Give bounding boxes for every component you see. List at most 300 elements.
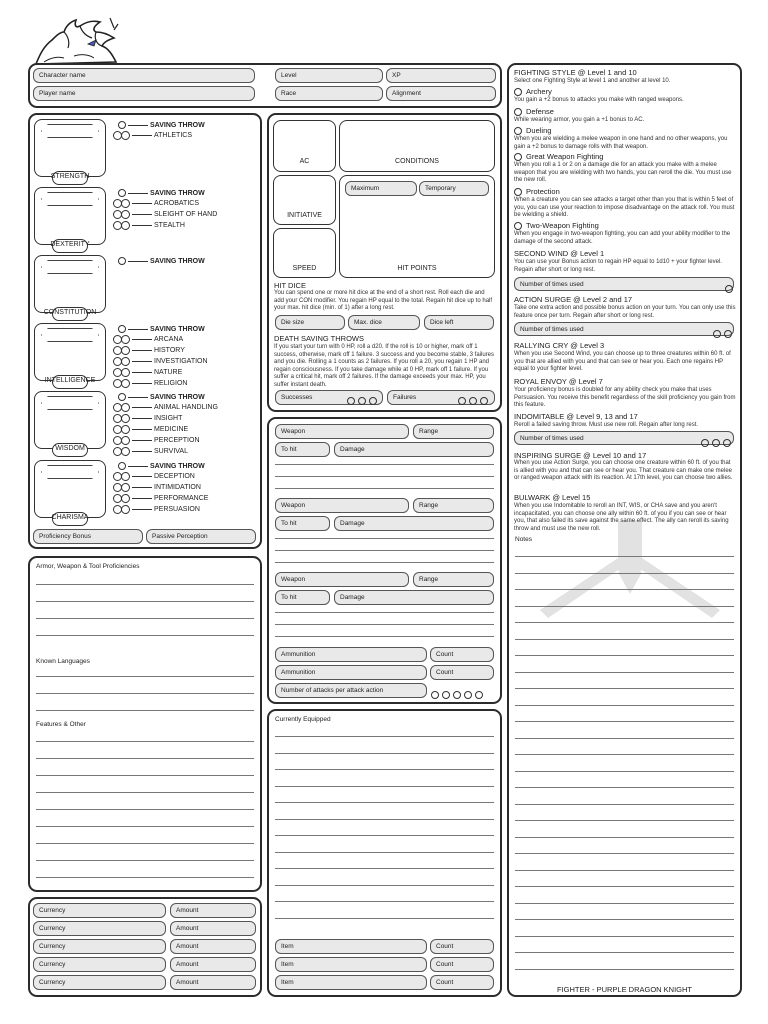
max-dice-label: Max. dice xyxy=(354,319,382,326)
writing-line[interactable] xyxy=(36,618,254,619)
alignment-field[interactable] xyxy=(386,86,496,101)
skill-label: ATHLETICS xyxy=(154,131,192,139)
saving-throw-row[interactable] xyxy=(118,462,205,470)
equipment-line[interactable] xyxy=(275,835,494,836)
amount-field[interactable] xyxy=(170,939,256,954)
race-field[interactable] xyxy=(275,86,383,101)
amount-field[interactable] xyxy=(170,975,256,990)
skill-row[interactable] xyxy=(113,346,185,354)
weapon-note-line[interactable] xyxy=(275,464,494,465)
expertise-circles[interactable] xyxy=(113,403,130,411)
level-field[interactable] xyxy=(275,68,383,83)
expertise-circles[interactable] xyxy=(113,447,130,455)
range-field[interactable] xyxy=(413,572,494,587)
expertise-circles[interactable] xyxy=(113,483,130,491)
hp-maximum-field[interactable] xyxy=(345,181,417,196)
notes-line[interactable] xyxy=(515,804,734,805)
proficiency-circle[interactable] xyxy=(118,257,126,265)
success-checkboxes[interactable] xyxy=(344,392,377,410)
modifier-line xyxy=(132,383,152,384)
failures-label: Failures xyxy=(393,394,417,401)
amount-field[interactable] xyxy=(170,921,256,936)
skill-label: INSIGHT xyxy=(154,414,183,422)
race-label: Race xyxy=(281,90,297,97)
xp-label: XP xyxy=(392,72,401,79)
fighting-style-description: When you roll a 1 or 2 on a damage die for an attack you make with a melee weapon that you are wielding with two hands, you can reroll the die. You must use the new roll. xyxy=(514,162,732,183)
times-used-field[interactable] xyxy=(514,322,734,336)
skill-label: SURVIVAL xyxy=(154,447,188,455)
skill-row[interactable] xyxy=(113,447,188,455)
writing-line[interactable] xyxy=(36,635,254,636)
modifier-line xyxy=(128,329,148,330)
fighting-style-name: Two-Weapon Fighting xyxy=(526,221,599,230)
character-name-field[interactable] xyxy=(33,68,255,83)
proficiency-circle[interactable] xyxy=(118,121,126,129)
weapon-field[interactable] xyxy=(275,424,409,439)
modifier-line xyxy=(132,350,152,351)
skill-row[interactable] xyxy=(113,472,195,480)
dice-left-label: Dice left xyxy=(430,319,454,326)
proficiency-bonus-field[interactable] xyxy=(33,529,143,544)
writing-line[interactable] xyxy=(36,741,254,742)
modifier-line xyxy=(132,418,152,419)
hp-maximum-label: Maximum xyxy=(351,185,380,192)
fighting-style-description: You gain a +2 bonus to attacks you make with ranged weapons. xyxy=(514,97,684,103)
rallying-cry-text: When you use Second Wind, you can choose up to three creatures within 60 ft. of you that are allied with you and that can see or hear you. Each one regains HP equal to your fighter level. xyxy=(514,351,731,372)
notes-line[interactable] xyxy=(515,622,734,623)
player-name-label: Player name xyxy=(39,90,76,97)
fighting-style-description: When you engage in two-weapon fighting, you can add your ability modifier to the damage of the second attack. xyxy=(514,231,731,245)
amount-label: Amount xyxy=(176,907,199,914)
fighting-style-radio[interactable] xyxy=(514,222,522,230)
writing-line[interactable] xyxy=(36,676,254,677)
usage-checkboxes[interactable] xyxy=(722,280,733,298)
languages-title: Known Languages xyxy=(36,658,90,665)
expertise-circles[interactable] xyxy=(113,436,130,444)
notes-line[interactable] xyxy=(515,705,734,706)
expertise-circles[interactable] xyxy=(113,494,130,502)
bulwark-title: BULWARK @ Level 15 xyxy=(514,493,591,502)
currency-label: Currency xyxy=(39,925,66,932)
saving-throw-row[interactable] xyxy=(118,325,205,333)
weapon-field[interactable] xyxy=(275,572,409,587)
proficiencies-title: Armor, Weapon & Tool Proficiencies xyxy=(36,563,140,570)
currency-field[interactable] xyxy=(33,957,166,972)
equipment-line[interactable] xyxy=(275,852,494,853)
currency-field[interactable] xyxy=(33,975,166,990)
fighting-style-description: When you are wielding a melee weapon in one hand and no other weapons, you gain a +2 bonus to damage rolls with that weapon. xyxy=(514,136,728,150)
weapon-note-line[interactable] xyxy=(275,476,494,477)
saving-throw-label: SAVING THROW xyxy=(150,189,205,197)
modifier-line xyxy=(132,225,152,226)
ac-label: AC xyxy=(299,158,310,165)
failure-checkboxes[interactable] xyxy=(455,392,488,410)
to-hit-field[interactable] xyxy=(275,590,330,605)
currency-field[interactable] xyxy=(33,921,166,936)
xp-field[interactable] xyxy=(386,68,496,83)
item-count-label: Count xyxy=(436,979,454,986)
ability-score-box[interactable] xyxy=(34,391,106,449)
saving-throw-label: SAVING THROW xyxy=(150,121,205,129)
attacks-label: Number of attacks per attack action xyxy=(281,687,384,694)
fighting-style-radio[interactable] xyxy=(514,108,522,116)
skill-row[interactable] xyxy=(113,436,200,444)
indomitable-text: Reroll a failed saving throw. Must use new roll. Regain after long rest. xyxy=(514,422,699,428)
death-saves-title: DEATH SAVING THROWS xyxy=(274,334,365,343)
speed-label: SPEED xyxy=(292,265,317,272)
notes-line[interactable] xyxy=(515,672,734,673)
currency-label: Currency xyxy=(39,943,66,950)
weapon-note-line[interactable] xyxy=(275,488,494,489)
expertise-circles[interactable] xyxy=(113,221,130,229)
notes-line[interactable] xyxy=(515,655,734,656)
currency-label: Currency xyxy=(39,979,66,986)
expertise-circles[interactable] xyxy=(113,368,130,376)
skill-row[interactable] xyxy=(113,379,187,387)
dice-left-field[interactable] xyxy=(424,315,494,330)
modifier-line xyxy=(132,440,152,441)
saving-throw-row[interactable] xyxy=(118,257,205,265)
ability-modifier-hex xyxy=(41,465,99,479)
saving-throw-label: SAVING THROW xyxy=(150,325,205,333)
ability-score-box[interactable] xyxy=(34,323,106,381)
proficiency-bonus-label: Proficiency Bonus xyxy=(39,533,92,540)
damage-label: Damage xyxy=(340,520,365,527)
notes-line[interactable] xyxy=(515,919,734,920)
notes-line[interactable] xyxy=(515,589,734,590)
skill-label: INTIMIDATION xyxy=(154,483,201,491)
passive-perception-field[interactable] xyxy=(146,529,256,544)
royal-envoy-title: ROYAL ENVOY @ Level 7 xyxy=(514,377,603,386)
amount-field[interactable] xyxy=(170,957,256,972)
writing-line[interactable] xyxy=(36,792,254,793)
sheet-footer: FIGHTER - PURPLE DRAGON KNIGHT xyxy=(556,985,692,994)
saving-throw-label: SAVING THROW xyxy=(150,462,205,470)
range-field[interactable] xyxy=(413,498,494,513)
fighting-style-radio[interactable] xyxy=(514,88,522,96)
inspiring-surge-text: When you use Action Surge, you can choose one creature within 60 ft. of you that is allied with you and that can see or hear you. That creature can make one melee or ranged weapon attack with its reaction. At 17th level, you can choose two allies. xyxy=(514,460,733,481)
ability-score-box[interactable] xyxy=(34,187,106,245)
inspiring-surge-title: INSPIRING SURGE @ Level 10 and 17 xyxy=(514,451,647,460)
skill-label: ARCANA xyxy=(154,335,184,343)
ability-modifier-hex xyxy=(41,328,99,342)
item-field[interactable] xyxy=(275,957,427,972)
writing-line[interactable] xyxy=(36,843,254,844)
notes-line[interactable] xyxy=(515,606,734,607)
modifier-line xyxy=(128,125,148,126)
notes-line[interactable] xyxy=(515,837,734,838)
attacks-per-action-field[interactable] xyxy=(275,683,427,698)
modifier-line xyxy=(132,135,152,136)
item-count-field[interactable] xyxy=(430,939,494,954)
proficiency-circle[interactable] xyxy=(118,325,126,333)
item-field[interactable] xyxy=(275,939,427,954)
equipment-line[interactable] xyxy=(275,868,494,869)
ability-modifier-hex xyxy=(41,260,99,274)
weapon-note-line[interactable] xyxy=(275,636,494,637)
hit-points-label: HIT POINTS xyxy=(397,265,437,272)
item-label: Item xyxy=(281,961,294,968)
modifier-line xyxy=(132,339,152,340)
writing-line[interactable] xyxy=(36,710,254,711)
ability-name: STRENGTH xyxy=(50,173,90,180)
times-used-label: Number of times used xyxy=(520,326,584,333)
writing-line[interactable] xyxy=(36,758,254,759)
item-count-field[interactable] xyxy=(430,975,494,990)
fighting-style-description: While wearing armor, you gain a +1 bonus to AC. xyxy=(514,117,645,123)
equipment-line[interactable] xyxy=(275,901,494,902)
writing-line[interactable] xyxy=(36,775,254,776)
modifier-line xyxy=(132,203,152,204)
ammunition-label: Ammunition xyxy=(281,669,316,676)
skill-label: NATURE xyxy=(154,368,183,376)
skill-row[interactable] xyxy=(113,505,200,513)
notes-line[interactable] xyxy=(515,936,734,937)
expertise-circles[interactable] xyxy=(113,335,130,343)
saving-throw-label: SAVING THROW xyxy=(150,393,205,401)
writing-line[interactable] xyxy=(36,826,254,827)
character-name-label: Character name xyxy=(39,72,86,79)
skill-row[interactable] xyxy=(113,335,183,343)
amount-label: Amount xyxy=(176,979,199,986)
weapon-note-line[interactable] xyxy=(275,550,494,551)
skill-label: HISTORY xyxy=(154,346,185,354)
damage-label: Damage xyxy=(340,594,365,601)
ammunition-label: Ammunition xyxy=(281,651,316,658)
usage-checkboxes[interactable] xyxy=(698,434,731,452)
dragon-logo xyxy=(30,14,122,68)
expertise-circles[interactable] xyxy=(113,414,130,422)
equipment-line[interactable] xyxy=(275,736,494,737)
second-wind-title: SECOND WIND @ Level 1 xyxy=(514,249,605,258)
notes-title: Notes xyxy=(515,536,532,543)
modifier-line xyxy=(132,509,152,510)
modifier-line xyxy=(128,193,148,194)
expertise-circles[interactable] xyxy=(113,425,130,433)
bulwark-text: When you use Indomitable to reroll an INT, WIS, or CHA save and you aren't incapacitated, you can choose one ally within 60 ft. of you if you can see or hear you, that also failed its save against the same effect. The ally can reroll its saving throw and must use the new roll. xyxy=(514,503,729,532)
initiative-label: INITIATIVE xyxy=(287,212,322,219)
notes-line[interactable] xyxy=(515,820,734,821)
writing-line[interactable] xyxy=(36,693,254,694)
weapon-note-line[interactable] xyxy=(275,562,494,563)
fighting-style-radio[interactable] xyxy=(514,188,522,196)
skill-row[interactable] xyxy=(113,414,182,422)
expertise-circles[interactable] xyxy=(113,379,130,387)
weapon-label: Weapon xyxy=(281,576,306,583)
weapon-note-line[interactable] xyxy=(275,624,494,625)
equipment-line[interactable] xyxy=(275,769,494,770)
writing-line[interactable] xyxy=(36,809,254,810)
weapon-label: Weapon xyxy=(281,502,306,509)
equipment-line[interactable] xyxy=(275,786,494,787)
skill-label: PERSUASION xyxy=(154,505,200,513)
ammo-count-field-1[interactable] xyxy=(430,647,494,662)
amount-label: Amount xyxy=(176,925,199,932)
successes-label: Successes xyxy=(281,394,313,401)
ammunition-field-1[interactable] xyxy=(275,647,427,662)
ammo-count-field-2[interactable] xyxy=(430,665,494,680)
max-dice-field[interactable] xyxy=(348,315,420,330)
fighting-style-text: Select one Fighting Style at level 1 and another at level 10. xyxy=(514,78,671,84)
weapon-field[interactable] xyxy=(275,498,409,513)
hit-dice-text: You can spend one or more hit dice at the end of a short rest. Roll each die and add your CON modifier. You regain HP equal to the total. Regain hit dice up to half your max. hit dice (min. of 1) after a long rest. xyxy=(274,290,493,311)
hp-temporary-field[interactable] xyxy=(419,181,489,196)
damage-field[interactable] xyxy=(334,516,494,531)
ability-name: WISDOM xyxy=(55,445,85,452)
skill-row[interactable] xyxy=(113,483,201,491)
ability-score-box[interactable] xyxy=(34,255,106,313)
to-hit-field[interactable] xyxy=(275,442,330,457)
ability-score-box[interactable] xyxy=(34,119,106,177)
skill-row[interactable] xyxy=(113,368,182,376)
fighting-style-name: Great Weapon Fighting xyxy=(526,152,604,161)
notes-line[interactable] xyxy=(515,721,734,722)
skill-label: INVESTIGATION xyxy=(154,357,208,365)
skill-row[interactable] xyxy=(113,357,208,365)
skill-row[interactable] xyxy=(113,199,199,207)
equipment-line[interactable] xyxy=(275,802,494,803)
writing-line[interactable] xyxy=(36,860,254,861)
royal-envoy-text: Your proficiency bonus is doubled for any ability check you make that uses Persuasion. You receive this benefit regardless of the skill proficiency you gain from this feature. xyxy=(514,387,736,408)
writing-line[interactable] xyxy=(36,584,254,585)
usage-checkboxes[interactable] xyxy=(710,325,732,343)
notes-line[interactable] xyxy=(515,886,734,887)
amount-label: Amount xyxy=(176,943,199,950)
skill-row[interactable] xyxy=(113,131,192,139)
expertise-circles[interactable] xyxy=(113,131,130,139)
passive-perception-label: Passive Perception xyxy=(152,533,208,540)
damage-label: Damage xyxy=(340,446,365,453)
skill-row[interactable] xyxy=(113,403,218,411)
expertise-circles[interactable] xyxy=(113,505,130,513)
notes-line[interactable] xyxy=(515,738,734,739)
skill-row[interactable] xyxy=(113,221,185,229)
fighting-style-radio[interactable] xyxy=(514,127,522,135)
equipment-line[interactable] xyxy=(275,753,494,754)
expertise-circles[interactable] xyxy=(113,199,130,207)
ability-name: CONSTITUTION xyxy=(43,309,97,316)
die-size-label: Die size xyxy=(281,319,305,326)
skill-label: PERFORMANCE xyxy=(154,494,209,502)
saving-throw-row[interactable] xyxy=(118,393,205,401)
skill-row[interactable] xyxy=(113,494,208,502)
proficiency-circle[interactable] xyxy=(118,189,126,197)
ability-name: INTELLIGENCE xyxy=(44,377,96,384)
item-count-label: Count xyxy=(436,943,454,950)
currency-label: Currency xyxy=(39,961,66,968)
player-name-field[interactable] xyxy=(33,86,255,101)
to-hit-label: To hit xyxy=(281,520,297,527)
fighting-style-radio[interactable] xyxy=(514,153,522,161)
notes-line[interactable] xyxy=(515,754,734,755)
skill-row[interactable] xyxy=(113,425,188,433)
ability-modifier-hex xyxy=(41,124,99,138)
expertise-circles[interactable] xyxy=(113,472,130,480)
notes-line[interactable] xyxy=(515,639,734,640)
skill-label: PERCEPTION xyxy=(154,436,200,444)
range-field[interactable] xyxy=(413,424,494,439)
action-surge-text: Take one extra action and possible bonus action on your turn. You can only use this feature once per turn. Regain after short or long rest. xyxy=(514,305,736,319)
notes-line[interactable] xyxy=(515,952,734,953)
to-hit-field[interactable] xyxy=(275,516,330,531)
currency-field[interactable] xyxy=(33,939,166,954)
expertise-circles[interactable] xyxy=(113,346,130,354)
damage-field[interactable] xyxy=(334,442,494,457)
ability-score-box[interactable] xyxy=(34,460,106,518)
skill-label: MEDICINE xyxy=(154,425,189,433)
hit-dice-title: HIT DICE xyxy=(274,281,306,290)
notes-line[interactable] xyxy=(515,969,734,970)
times-used-label: Number of times used xyxy=(520,435,584,442)
range-label: Range xyxy=(419,576,439,583)
notes-line[interactable] xyxy=(515,573,734,574)
count-label: Count xyxy=(436,651,454,658)
saving-throw-label: SAVING THROW xyxy=(150,257,205,265)
amount-field[interactable] xyxy=(170,903,256,918)
modifier-line xyxy=(132,487,152,488)
action-surge-title: ACTION SURGE @ Level 2 and 17 xyxy=(514,295,633,304)
equipment-line[interactable] xyxy=(275,819,494,820)
expertise-circles[interactable] xyxy=(113,210,130,218)
modifier-line xyxy=(128,261,148,262)
skill-label: ANIMAL HANDLING xyxy=(154,403,218,411)
die-size-field[interactable] xyxy=(275,315,345,330)
proficiency-circle[interactable] xyxy=(118,462,126,470)
indomitable-title: INDOMITABLE @ Level 9, 13 and 17 xyxy=(514,412,638,421)
item-label: Item xyxy=(281,943,294,950)
currency-label: Currency xyxy=(39,907,66,914)
notes-line[interactable] xyxy=(515,556,734,557)
hp-temporary-label: Temporary xyxy=(425,185,456,192)
currency-field[interactable] xyxy=(33,903,166,918)
fighting-style-name: Archery xyxy=(526,87,552,96)
modifier-line xyxy=(128,466,148,467)
level-label: Level xyxy=(281,72,297,79)
notes-line[interactable] xyxy=(515,787,734,788)
fighting-style-description: When a creature you can see attacks a target other than you that is within 5 feet of you, you can use your reaction to impose disadvantage on the attack roll. You must be wielding a shield. xyxy=(514,197,735,218)
weapon-note-line[interactable] xyxy=(275,538,494,539)
skill-row[interactable] xyxy=(113,210,217,218)
expertise-circles[interactable] xyxy=(113,357,130,365)
times-used-field[interactable] xyxy=(514,277,734,291)
proficiency-circle[interactable] xyxy=(118,393,126,401)
weapon-note-line[interactable] xyxy=(275,612,494,613)
notes-line[interactable] xyxy=(515,870,734,871)
writing-line[interactable] xyxy=(36,601,254,602)
alignment-label: Alignment xyxy=(392,90,421,97)
notes-line[interactable] xyxy=(515,903,734,904)
modifier-line xyxy=(132,476,152,477)
attack-checkboxes[interactable] xyxy=(428,686,483,704)
saving-throw-row[interactable] xyxy=(118,189,205,197)
range-label: Range xyxy=(419,428,439,435)
modifier-line xyxy=(132,451,152,452)
item-count-field[interactable] xyxy=(430,957,494,972)
ammunition-field-2[interactable] xyxy=(275,665,427,680)
equipment-line[interactable] xyxy=(275,918,494,919)
saving-throw-row[interactable] xyxy=(118,121,205,129)
writing-line[interactable] xyxy=(36,877,254,878)
damage-field[interactable] xyxy=(334,590,494,605)
notes-line[interactable] xyxy=(515,688,734,689)
weapon-label: Weapon xyxy=(281,428,306,435)
notes-line[interactable] xyxy=(515,771,734,772)
item-field[interactable] xyxy=(275,975,427,990)
modifier-line xyxy=(128,397,148,398)
equipment-line[interactable] xyxy=(275,885,494,886)
notes-line[interactable] xyxy=(515,853,734,854)
amount-label: Amount xyxy=(176,961,199,968)
